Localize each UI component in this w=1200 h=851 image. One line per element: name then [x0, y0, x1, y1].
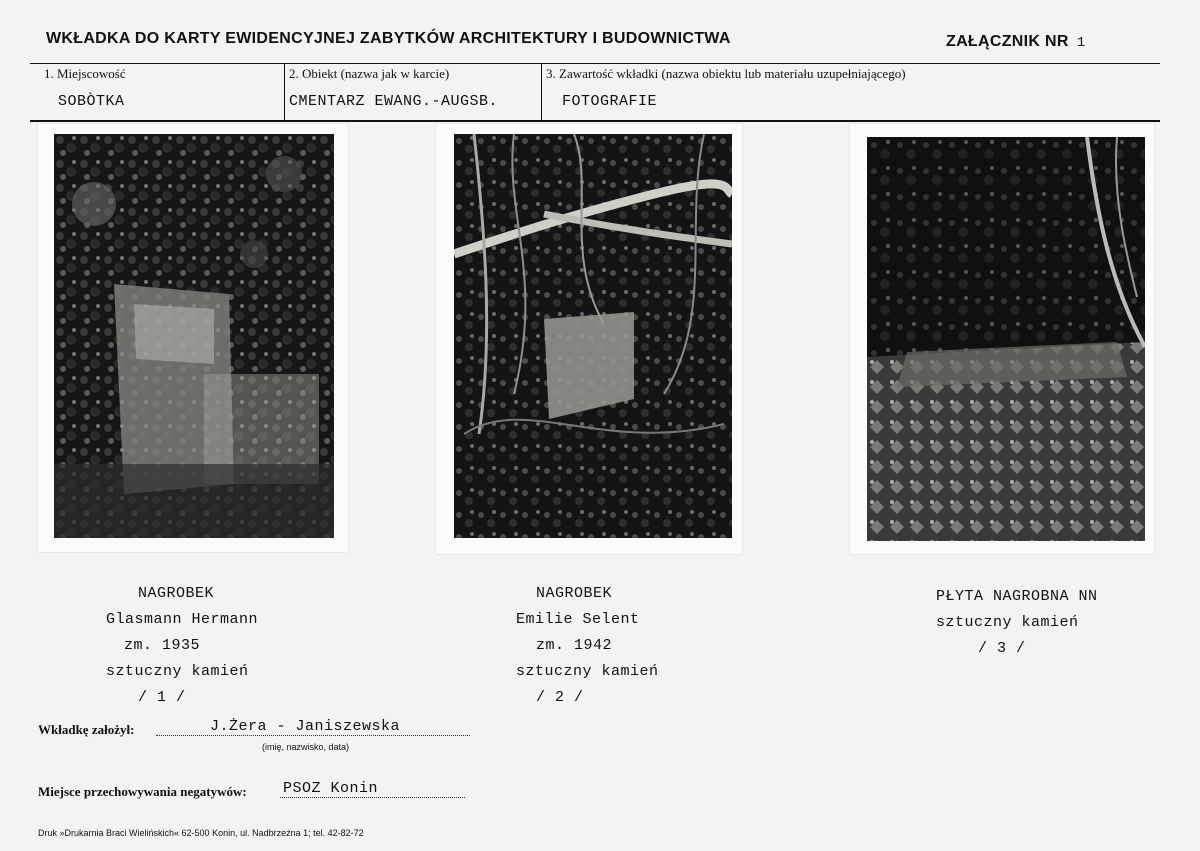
photo-1-name: Glasmann Hermann	[106, 611, 259, 628]
photo-1-type: NAGROBEK	[138, 585, 215, 602]
created-by-value: J.Żera - Janiszewska	[210, 718, 401, 735]
header-rule-top	[30, 63, 1160, 64]
object-label: 2. Obiekt (nazwa jak w karcie)	[289, 66, 450, 81]
field-divider-2	[541, 63, 542, 120]
photo-3-type: PŁYTA NAGROBNA NN	[936, 588, 1098, 605]
photo-1-number: / 1 /	[138, 689, 186, 706]
attachment-number: 1	[1076, 35, 1086, 51]
photo-2-name: Emilie Selent	[516, 611, 640, 628]
contents-value: FOTOGRAFIE	[562, 93, 658, 110]
photo-2-type: NAGROBEK	[536, 585, 613, 602]
photo-3-caption	[936, 584, 1098, 662]
object-value: CMENTARZ EWANG.-AUGSB.	[289, 93, 499, 110]
locality-value: SOBÒTKA	[58, 93, 125, 110]
photo-mount-3	[850, 124, 1154, 554]
photo-3-number: / 3 /	[978, 640, 1026, 657]
created-by-label: Wkładkę założył:	[38, 722, 135, 737]
photo-1-death: zm. 1935	[124, 637, 201, 654]
photo-2-gravestone-image	[454, 134, 732, 538]
photo-3-material: sztuczny kamień	[936, 614, 1079, 631]
photo-1-material: sztuczny kamień	[106, 663, 249, 680]
photo-mount-2	[436, 124, 742, 554]
photo-2-death: zm. 1942	[536, 637, 613, 654]
printer-info: Druk »Drukarnia Braci Wielińskich« 62-500 Konin, ul. Nadbrzeżna 1; tel. 42-82-72	[38, 828, 364, 838]
negatives-label: Miejsce przechowywania negatywów:	[38, 784, 247, 799]
negatives-value: PSOZ Konin	[283, 780, 379, 797]
photo-1-gravestone-image	[54, 134, 334, 538]
photo-1-caption	[106, 581, 258, 711]
photo-2-number: / 2 /	[536, 689, 584, 706]
attachment-label	[946, 33, 1085, 51]
created-by-hint: (imię, nazwisko, data)	[262, 742, 350, 752]
photo-2-material: sztuczny kamień	[516, 663, 659, 680]
header-rule-bottom	[30, 120, 1160, 122]
photo-3-grave-slab-image	[867, 137, 1145, 541]
locality-label: 1. Miejscowość	[44, 66, 126, 81]
photo-mount-1	[38, 124, 348, 552]
attachment-label-text: ZAŁĄCZNIK NR	[946, 33, 1069, 50]
form-title: WKŁADKA DO KARTY EWIDENCYJNEJ ZABYTKÓW ARCHITEKTURY I BUDOWNICTWA	[46, 30, 731, 47]
photo-2-caption	[516, 581, 659, 711]
field-divider-1	[284, 63, 285, 120]
contents-label: 3. Zawartość wkładki (nazwa obiektu lub materiału uzupełniającego)	[546, 66, 906, 81]
